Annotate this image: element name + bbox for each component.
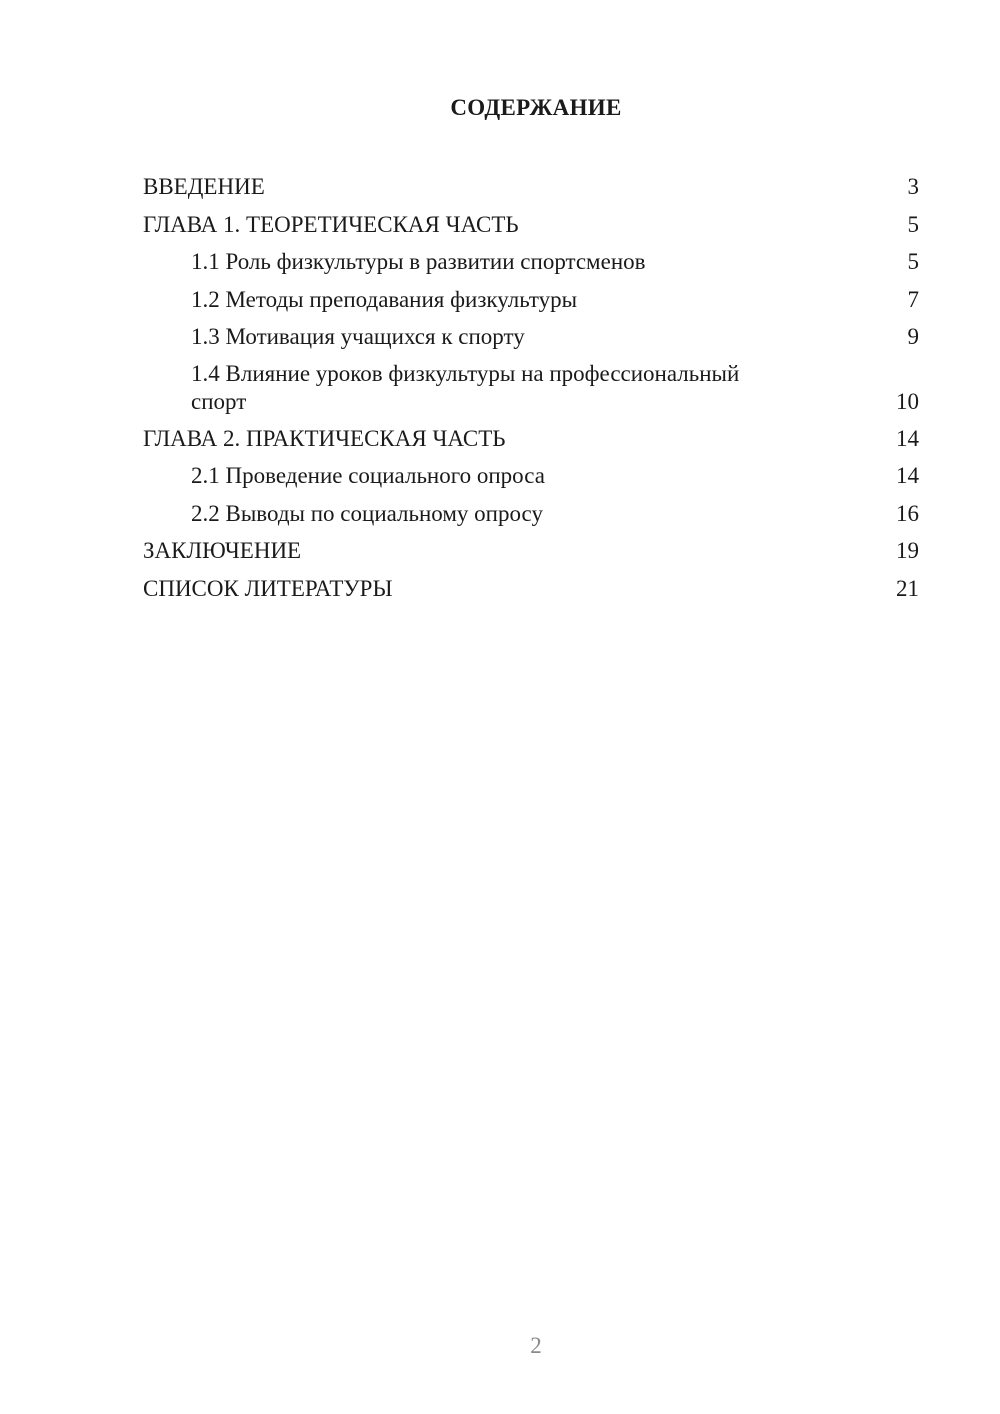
page-title: СОДЕРЖАНИЕ xyxy=(450,95,622,120)
toc-entry-chapter-2[interactable] xyxy=(143,420,919,458)
toc-entry-label: 1.4 Влияние уроков физкультуры на профессиональный спорт xyxy=(191,360,740,414)
toc-entry-page: 14 xyxy=(896,463,919,488)
toc-entry-label: 1.1 Роль физкультуры в развитии спортсменов xyxy=(191,249,646,274)
toc-entry-section-2-1[interactable] xyxy=(143,457,919,495)
toc-entry-page: 21 xyxy=(896,575,919,601)
page-number: 2 xyxy=(530,1333,542,1358)
toc-entry-conclusion[interactable] xyxy=(143,532,919,570)
toc-entry-page: 7 xyxy=(907,286,919,312)
toc-entry-references[interactable] xyxy=(143,570,919,608)
toc-entry-label: СПИСОК ЛИТЕРАТУРЫ xyxy=(143,575,393,601)
toc-entry-label: 1.3 Мотивация учащихся к спорту xyxy=(191,324,525,349)
toc-entry-label: ЗАКЛЮЧЕНИЕ xyxy=(143,538,302,563)
toc-entry-section-1-2[interactable] xyxy=(143,281,919,319)
toc-entry-page: 16 xyxy=(896,500,919,526)
toc-entry-label: 2.1 Проведение социального опроса xyxy=(191,463,545,488)
toc-entry-page: 3 xyxy=(907,174,919,199)
toc-entry-chapter-1[interactable] xyxy=(143,206,919,244)
toc-entry-introduction[interactable] xyxy=(143,168,919,206)
table-of-contents xyxy=(143,168,919,607)
toc-entry-page: 10 xyxy=(896,388,919,414)
toc-entry-page: 19 xyxy=(896,538,919,563)
toc-entry-label: 2.2 Выводы по социальному опросу xyxy=(191,500,543,526)
toc-entry-page: 14 xyxy=(896,425,919,451)
toc-entry-section-1-3[interactable] xyxy=(143,318,919,356)
toc-entry-page: 5 xyxy=(907,211,919,237)
toc-entry-label: ВВЕДЕНИЕ xyxy=(143,174,265,199)
toc-entry-label: ГЛАВА 1. ТЕОРЕТИЧЕСКАЯ ЧАСТЬ xyxy=(143,211,519,237)
toc-entry-page: 5 xyxy=(907,249,919,274)
toc-entry-section-2-2[interactable] xyxy=(143,495,919,533)
toc-entry-section-1-4[interactable] xyxy=(143,356,919,420)
toc-entry-label: ГЛАВА 2. ПРАКТИЧЕСКАЯ ЧАСТЬ xyxy=(143,425,506,451)
toc-entry-section-1-1[interactable] xyxy=(143,243,919,281)
toc-entry-label: 1.2 Методы преподавания физкультуры xyxy=(191,286,578,312)
toc-entry-page: 9 xyxy=(907,324,919,349)
